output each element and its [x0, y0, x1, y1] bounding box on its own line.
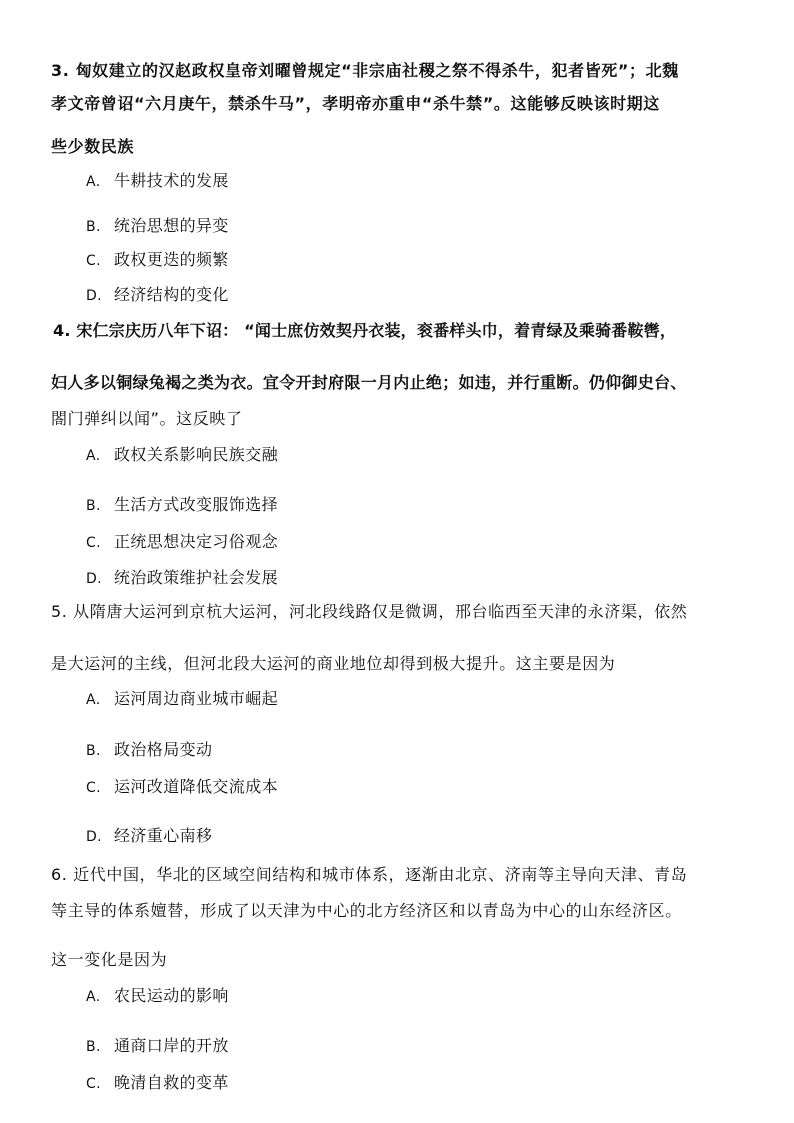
option-text: 统治思想的异变: [114, 216, 229, 235]
question-3-line-3: 些少数民族: [51, 137, 135, 156]
question-6-line-1: 6. 近代中国，华北的区域空间结构和城市体系，逐渐由北京、济南等主导向天津、青岛: [51, 865, 688, 884]
option-text: 运河周边商业城市崛起: [114, 689, 279, 708]
question-6-option-b[interactable]: [86, 1035, 229, 1058]
option-text: 政治格局变动: [114, 740, 213, 759]
question-5-line-2: 是大运河的主线，但河北段大运河的商业地位却得到极大提升。这主要是因为: [51, 654, 616, 673]
question-4-option-c[interactable]: [86, 531, 278, 554]
question-4-line-3: 閤门弹纠以闻”。这反映了: [51, 409, 243, 428]
option-letter: D.: [86, 288, 103, 304]
option-text: 正统思想决定习俗观念: [114, 532, 279, 551]
option-letter: B.: [86, 1039, 101, 1055]
option-letter: D.: [86, 571, 103, 587]
option-letter: A.: [86, 448, 101, 464]
question-3-option-d[interactable]: [86, 284, 229, 307]
question-5-option-b[interactable]: [86, 739, 212, 762]
option-letter: A.: [86, 174, 101, 190]
option-text: 通商口岸的开放: [114, 1036, 229, 1055]
question-3-option-a[interactable]: [86, 170, 229, 193]
question-4-option-b[interactable]: [86, 494, 278, 517]
option-letter: A.: [86, 989, 101, 1005]
question-3-line-1: 3. 匈奴建立的汉赵政权皇帝刘曜曾规定“非宗庙社稷之祭不得杀牛，犯者皆死”；北魏: [51, 61, 679, 80]
question-4-line-2: 妇人多以铜绿兔褐之类为衣。宜令开封府限一月内止绝；如违，并行重断。仍仰御史台、: [51, 373, 687, 392]
option-text: 经济结构的变化: [114, 285, 229, 304]
option-letter: C.: [86, 253, 102, 269]
question-4-line-1: 4. 宋仁宗庆历八年下诏： “闻士庶仿效契丹衣装，衮番样头巾，着青绿及乘骑番鞍辔，: [53, 321, 677, 340]
option-text: 政权更迭的频繁: [114, 250, 229, 269]
option-text: 统治政策维护社会发展: [114, 568, 279, 587]
question-6-option-a[interactable]: [86, 985, 229, 1008]
option-text: 晚清自救的变革: [114, 1073, 229, 1092]
question-6-line-3: 这一变化是因为: [51, 950, 168, 969]
question-4-option-d[interactable]: [86, 567, 278, 590]
option-text: 运河改道降低交流成本: [114, 777, 279, 796]
option-letter: C.: [86, 1076, 102, 1092]
option-text: 政权关系影响民族交融: [114, 445, 279, 464]
option-letter: C.: [86, 535, 102, 551]
question-6-option-c[interactable]: [86, 1072, 229, 1095]
option-text: 生活方式改变服饰选择: [114, 495, 279, 514]
question-5-option-c[interactable]: [86, 776, 278, 799]
option-text: 牛耕技术的发展: [114, 171, 229, 190]
option-letter: C.: [86, 780, 102, 796]
option-text: 经济重心南移: [114, 826, 213, 845]
question-5-option-a[interactable]: [86, 688, 278, 711]
option-letter: B.: [86, 498, 101, 514]
option-letter: B.: [86, 743, 101, 759]
option-text: 农民运动的影响: [114, 986, 229, 1005]
question-5-line-1: 5. 从隋唐大运河到京杭大运河，河北段线路仅是微调，邢台临西至天津的永济渠，依然: [51, 602, 688, 621]
option-letter: B.: [86, 219, 101, 235]
question-3-option-c[interactable]: [86, 249, 229, 272]
question-3-line-2: 孝文帝曾诏“六月庚午，禁杀牛马”，孝明帝亦重申“杀牛禁”。这能够反映该时期这: [51, 94, 660, 113]
option-letter: D.: [86, 829, 103, 845]
option-letter: A.: [86, 692, 101, 708]
question-6-line-2: 等主导的体系嬗替，形成了以天津为中心的北方经济区和以青岛为中心的山东经济区。: [51, 901, 682, 920]
question-4-option-a[interactable]: [86, 444, 278, 467]
question-3-option-b[interactable]: [86, 215, 229, 238]
question-5-option-d[interactable]: [86, 825, 212, 848]
